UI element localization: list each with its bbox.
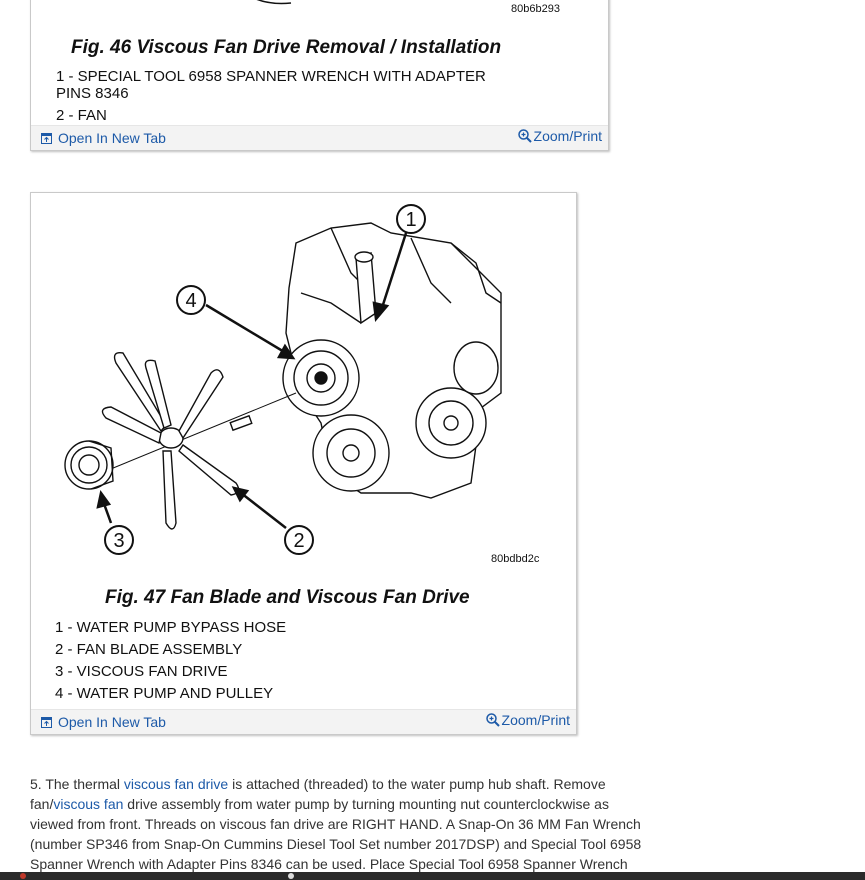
figure-46-card	[30, 0, 609, 151]
figure-46-legend-item: PINS 8346	[56, 85, 129, 102]
figure-47-code: 80bdbd2c	[491, 553, 540, 565]
figure-47-legend-item: 2 - FAN BLADE ASSEMBLY	[55, 641, 243, 658]
figure-47-title: Fig. 47 Fan Blade and Viscous Fan Drive	[105, 587, 470, 608]
figure-47-legend-item: 4 - WATER PUMP AND PULLEY	[55, 685, 274, 702]
zoom-print-label: Zoom/Print	[533, 128, 602, 144]
figure-47-legend-item: 3 - VISCOUS FAN DRIVE	[55, 663, 228, 680]
magnifier-plus-icon	[518, 129, 532, 143]
open-in-new-tab-link[interactable]	[41, 130, 166, 146]
callout-1: 1	[405, 209, 417, 231]
figure-46-legend-item: 1 - SPECIAL TOOL 6958 SPANNER WRENCH WITH ADAPTER	[56, 68, 486, 85]
figure-46-toolbar	[31, 125, 608, 150]
article-text: 5. The thermal	[30, 776, 124, 792]
callout-3: 3	[113, 530, 125, 552]
viscous-fan-link[interactable]: viscous fan	[53, 796, 124, 812]
open-in-new-tab-link[interactable]	[41, 714, 166, 730]
figure-47-legend	[55, 617, 286, 705]
magnifier-plus-icon	[486, 713, 500, 727]
fan-drive-illustration	[31, 193, 576, 573]
figure-47-legend-item: 1 - WATER PUMP BYPASS HOSE	[55, 619, 287, 636]
figure-46-title: Fig. 46 Viscous Fan Drive Removal / Installation	[71, 37, 502, 58]
open-in-new-tab-label: Open In New Tab	[58, 714, 166, 730]
article-paragraph	[30, 774, 650, 874]
external-tab-icon	[41, 717, 52, 728]
callout-2: 2	[293, 530, 305, 552]
figure-46-code: 80b6b293	[511, 3, 560, 15]
article-text: drive assembly from water pump by turning mounting nut counterclockwise as viewed from front. Threads on viscous fan drive are RIGHT HAND. A Snap-On 36 MM Fan Wrench (number SP346 from Snap-On Cummins Diesel Tool Set number 2017DSP) and Special Tool 6958 Spanner Wrench with Adapter Pins 8346 can be used. Place Special Tool 6958 Spanner Wrench	[30, 796, 642, 872]
external-tab-icon	[41, 133, 52, 144]
article-text: is attached (threaded) to the water pump hub shaft. Remove fan/	[30, 776, 606, 812]
open-in-new-tab-label: Open In New Tab	[58, 130, 166, 146]
status-dot-icon	[20, 873, 26, 879]
figure-46-drawing-fragment	[251, 0, 311, 7]
viscous-fan-drive-link[interactable]: viscous fan drive	[123, 776, 229, 792]
figure-46-legend-item: 2 - FAN	[56, 107, 107, 124]
zoom-print-label: Zoom/Print	[501, 712, 570, 728]
zoom-print-link[interactable]	[518, 128, 602, 144]
figure-46-legend	[56, 68, 486, 124]
figure-47-toolbar	[31, 709, 576, 734]
callout-4: 4	[185, 290, 197, 312]
zoom-print-link[interactable]	[486, 712, 570, 728]
bottom-status-bar	[0, 872, 865, 880]
status-dot-icon	[288, 873, 294, 879]
figure-47-card	[30, 192, 577, 735]
